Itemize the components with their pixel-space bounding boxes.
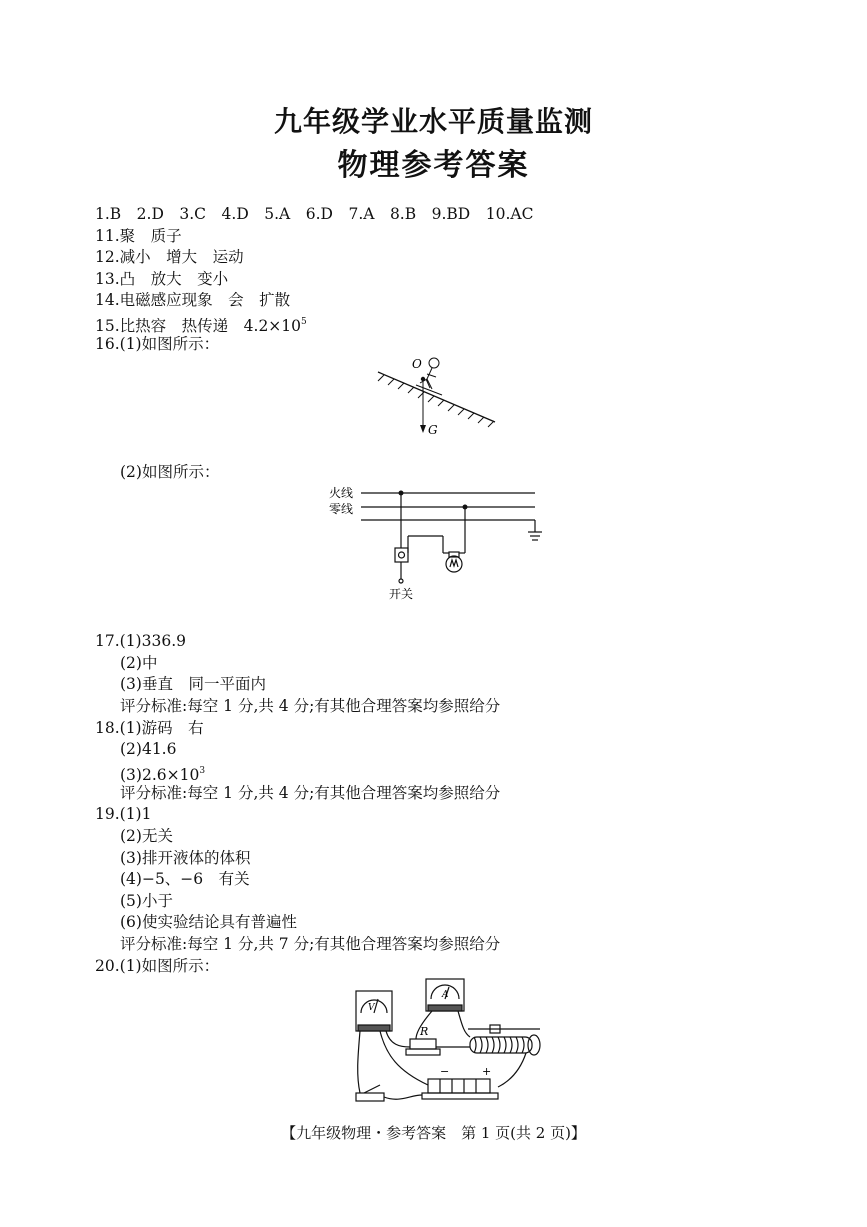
answer-q17-2: (2)中 [120,654,158,672]
page-footer: 【九年级物理・参考答案 第 1 页(共 2 页)】 [281,1124,586,1142]
answer-q19-score: 评分标准:每空 1 分,共 7 分;有其他合理答案均参照给分 [120,935,501,953]
page-title: 九年级学业水平质量监测 [273,105,593,138]
label-plus: + [482,1065,492,1078]
answer-q19-3: (3)排开液体的体积 [120,849,251,867]
figure-gravity-diagram [370,350,510,440]
answer-q20-1: 20.(1)如图所示： [95,957,220,975]
answer-q17-3: (3)垂直 同一平面内 [120,675,266,693]
answer-q16-2: (2)如图所示： [120,463,220,481]
page-subtitle: 物理参考答案 [337,148,530,183]
answer-q19-1: 19.(1)1 [95,805,152,823]
answer-q19-6: (6)使实验结论具有普遍性 [120,913,297,931]
label-g: G [428,423,438,437]
answer-q17-1: 17.(1)336.9 [95,632,186,650]
answer-q18-2: (2)41.6 [120,740,177,758]
label-v: V [368,1003,375,1013]
answer-q18-3: $(3)2.6\times 10^3$ [120,766,206,784]
answer-q19-2: (2)无关 [120,827,173,845]
answer-q16-1: 16.(1)如图所示： [95,335,220,353]
answer-q18-1: 18.(1)游码 右 [95,719,204,737]
answer-q17-score: 评分标准:每空 1 分,共 4 分;有其他合理答案均参照给分 [120,697,501,715]
label-r: R [420,1025,429,1038]
label-minus: − [440,1065,450,1078]
label-switch: 开关 [389,587,414,601]
answer-q19-5: (5)小于 [120,892,173,910]
label-a: A [442,990,449,1000]
answer-q1-10: 1.B 2.D 3.C 4.D 5.A 6.D 7.A 8.B 9.BD 10.AC [95,205,534,223]
label-live-wire: 火线 [329,486,354,500]
answer-q18-score: 评分标准:每空 1 分,共 4 分;有其他合理答案均参照给分 [120,784,501,802]
answer-q15: 15.比热容 热传递 $4.2\times 10^5$ [95,317,307,335]
figure-experiment-circuit [350,975,550,1110]
figure-circuit-diagram [325,482,550,607]
answer-q12: 12.减小 增大 运动 [95,248,244,266]
answer-q13: 13.凸 放大 变小 [95,270,229,288]
label-o: O [412,357,422,371]
answer-q11: 11.聚 质子 [95,227,182,245]
answer-q14: 14.电磁感应现象 会 扩散 [95,291,291,309]
label-neutral-wire: 零线 [329,502,354,516]
answer-q19-4: (4)−5、−6 有关 [120,870,250,888]
